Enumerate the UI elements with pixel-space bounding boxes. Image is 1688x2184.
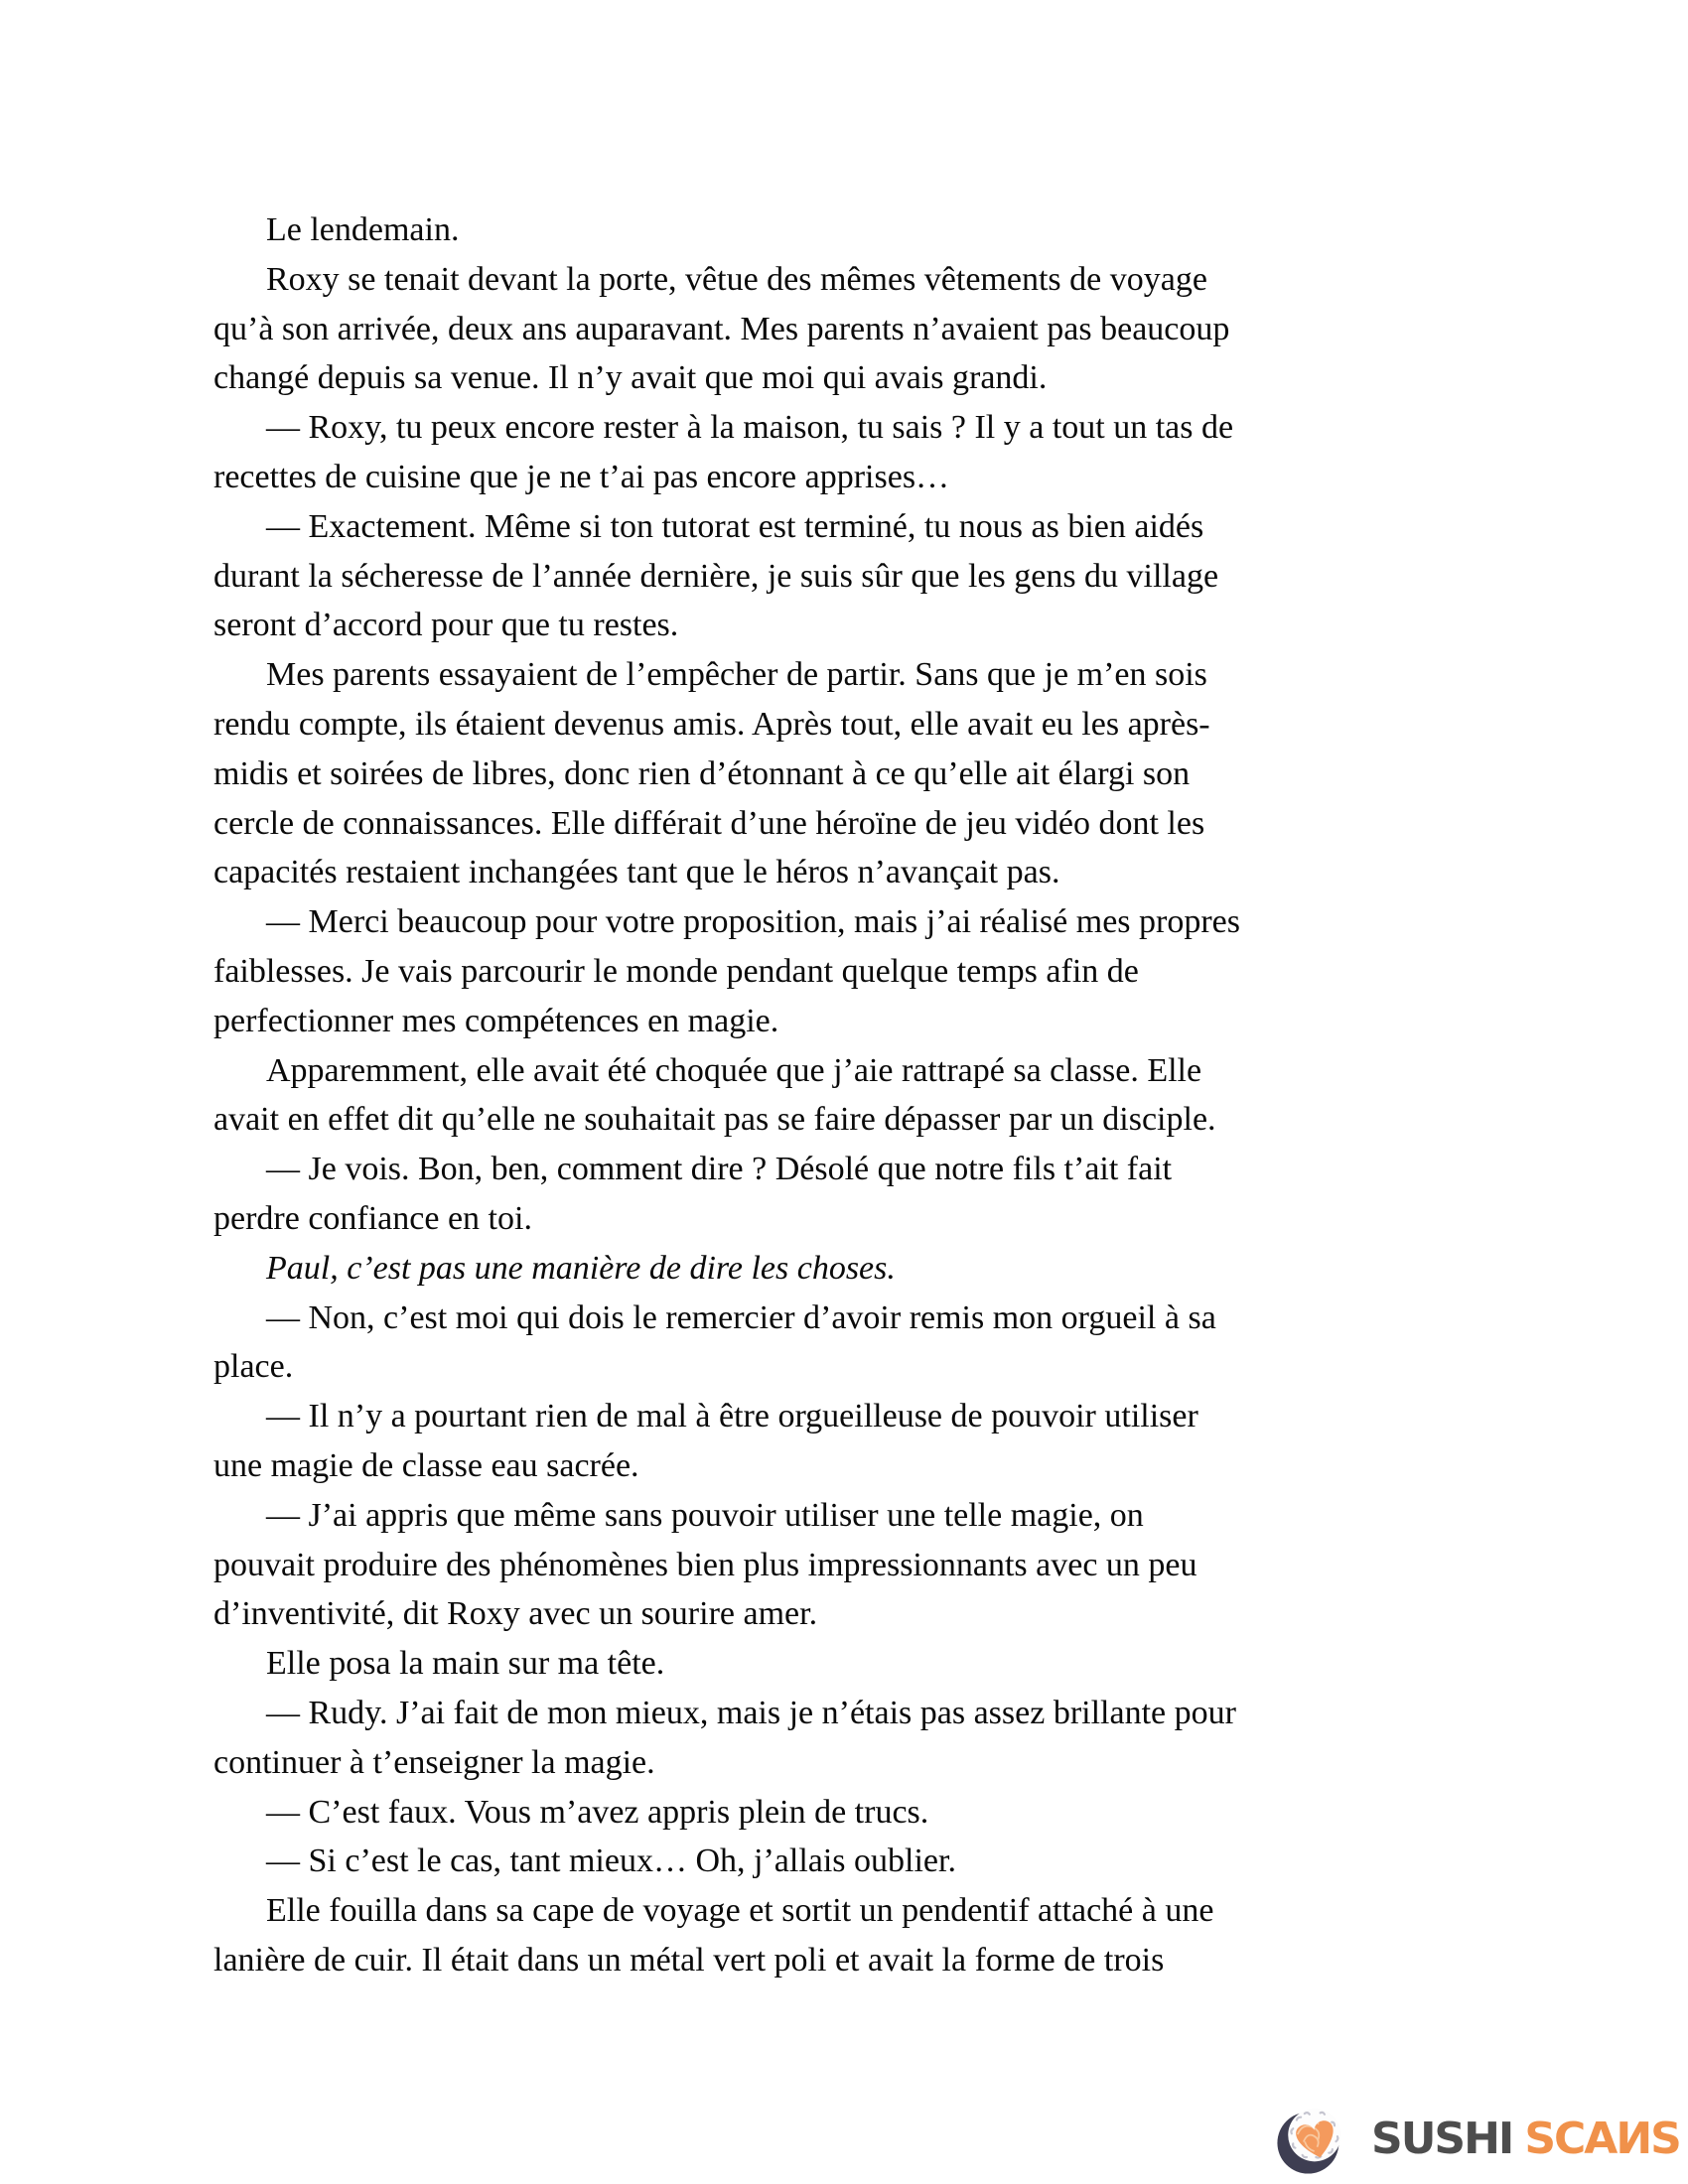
- text-line: lanière de cuir. Il était dans un métal vert poli et avait la forme de trois: [213, 1941, 1165, 1979]
- text-line: — Merci beaucoup pour votre proposition, mais j’ai réalisé mes propres: [266, 903, 1241, 941]
- text-line: Le lendemain.: [266, 211, 460, 248]
- text-line: pouvait produire des phénomènes bien plus impressionnants avec un peu: [213, 1546, 1197, 1583]
- text-line: seront d’accord pour que tu restes.: [213, 607, 679, 644]
- text-line: — Exactement. Même si ton tutorat est terminé, tu nous as bien aidés: [266, 507, 1204, 545]
- text-line: rendu compte, ils étaient devenus amis. Après tout, elle avait eu les après-: [213, 705, 1210, 743]
- text-line: Paul, c’est pas une manière de dire les choses.: [266, 1249, 896, 1287]
- page-text: [213, 205, 1475, 1985]
- text-line: Elle posa la main sur ma tête.: [266, 1645, 665, 1683]
- text-line: Apparemment, elle avait été choquée que j’aie rattrapé sa classe. Elle: [266, 1051, 1202, 1089]
- text-line: d’inventivité, dit Roxy avec un sourire amer.: [213, 1595, 818, 1633]
- text-line: midis et soirées de libres, donc rien d’étonnant à ce qu’elle ait élargi son: [213, 754, 1191, 792]
- text-line: avait en effet dit qu’elle ne souhaitait pas se faire dépasser par un disciple.: [213, 1101, 1216, 1139]
- text-line: — Si c’est le cas, tant mieux… Oh, j’allais oublier.: [266, 1843, 956, 1880]
- text-line: changé depuis sa venue. Il n’y avait que moi qui avais grandi.: [213, 359, 1048, 397]
- text-line: Elle fouilla dans sa cape de voyage et sortit un pendentif attaché à une: [266, 1892, 1214, 1930]
- text-line: faiblesses. Je vais parcourir le monde pendant quelque temps afin de: [213, 952, 1139, 990]
- sushi-roll-icon: [1276, 2104, 1347, 2175]
- text-line: — Non, c’est moi qui dois le remercier d’avoir remis mon orgueil à sa: [266, 1298, 1216, 1336]
- text-line: place.: [213, 1348, 294, 1386]
- text-line: Roxy se tenait devant la porte, vêtue des mêmes vêtements de voyage: [266, 260, 1207, 298]
- text-line: cercle de connaissances. Elle différait d’une héroïne de jeu vidéo dont les: [213, 804, 1205, 842]
- sushi-scans-logo: [1276, 2106, 1680, 2173]
- text-line: — Il n’y a pourtant rien de mal à être orgueilleuse de pouvoir utiliser: [266, 1398, 1198, 1435]
- text-line: une magie de classe eau sacrée.: [213, 1446, 639, 1484]
- text-line: — J’ai appris que même sans pouvoir utiliser une telle magie, on: [266, 1496, 1144, 1534]
- text-line: continuer à t’enseigner la magie.: [213, 1743, 655, 1781]
- text-line: qu’à son arrivée, deux ans auparavant. Mes parents n’avaient pas beaucoup: [213, 310, 1230, 347]
- logo-text-scans: SCAИS: [1524, 2114, 1680, 2164]
- text-line: — C’est faux. Vous m’avez appris plein de trucs.: [266, 1793, 929, 1831]
- text-line: perdre confiance en toi.: [213, 1199, 532, 1237]
- text-line: Mes parents essayaient de l’empêcher de partir. Sans que je m’en sois: [266, 656, 1207, 694]
- text-line: — Roxy, tu peux encore rester à la maison, tu sais ? Il y a tout un tas de: [266, 409, 1234, 447]
- text-line: perfectionner mes compétences en magie.: [213, 1002, 779, 1039]
- text-line: — Je vois. Bon, ben, comment dire ? Désolé que notre fils t’ait fait: [266, 1151, 1173, 1188]
- text-line: — Rudy. J’ai fait de mon mieux, mais je n’étais pas assez brillante pour: [266, 1694, 1236, 1731]
- text-line: recettes de cuisine que je ne t’ai pas encore apprises…: [213, 458, 950, 495]
- text-line: durant la sécheresse de l’année dernière, je suis sûr que les gens du village: [213, 557, 1219, 595]
- text-line: capacités restaient inchangées tant que le héros n’avançait pas.: [213, 854, 1060, 891]
- logo-text-sushi: SUSHI: [1371, 2114, 1513, 2164]
